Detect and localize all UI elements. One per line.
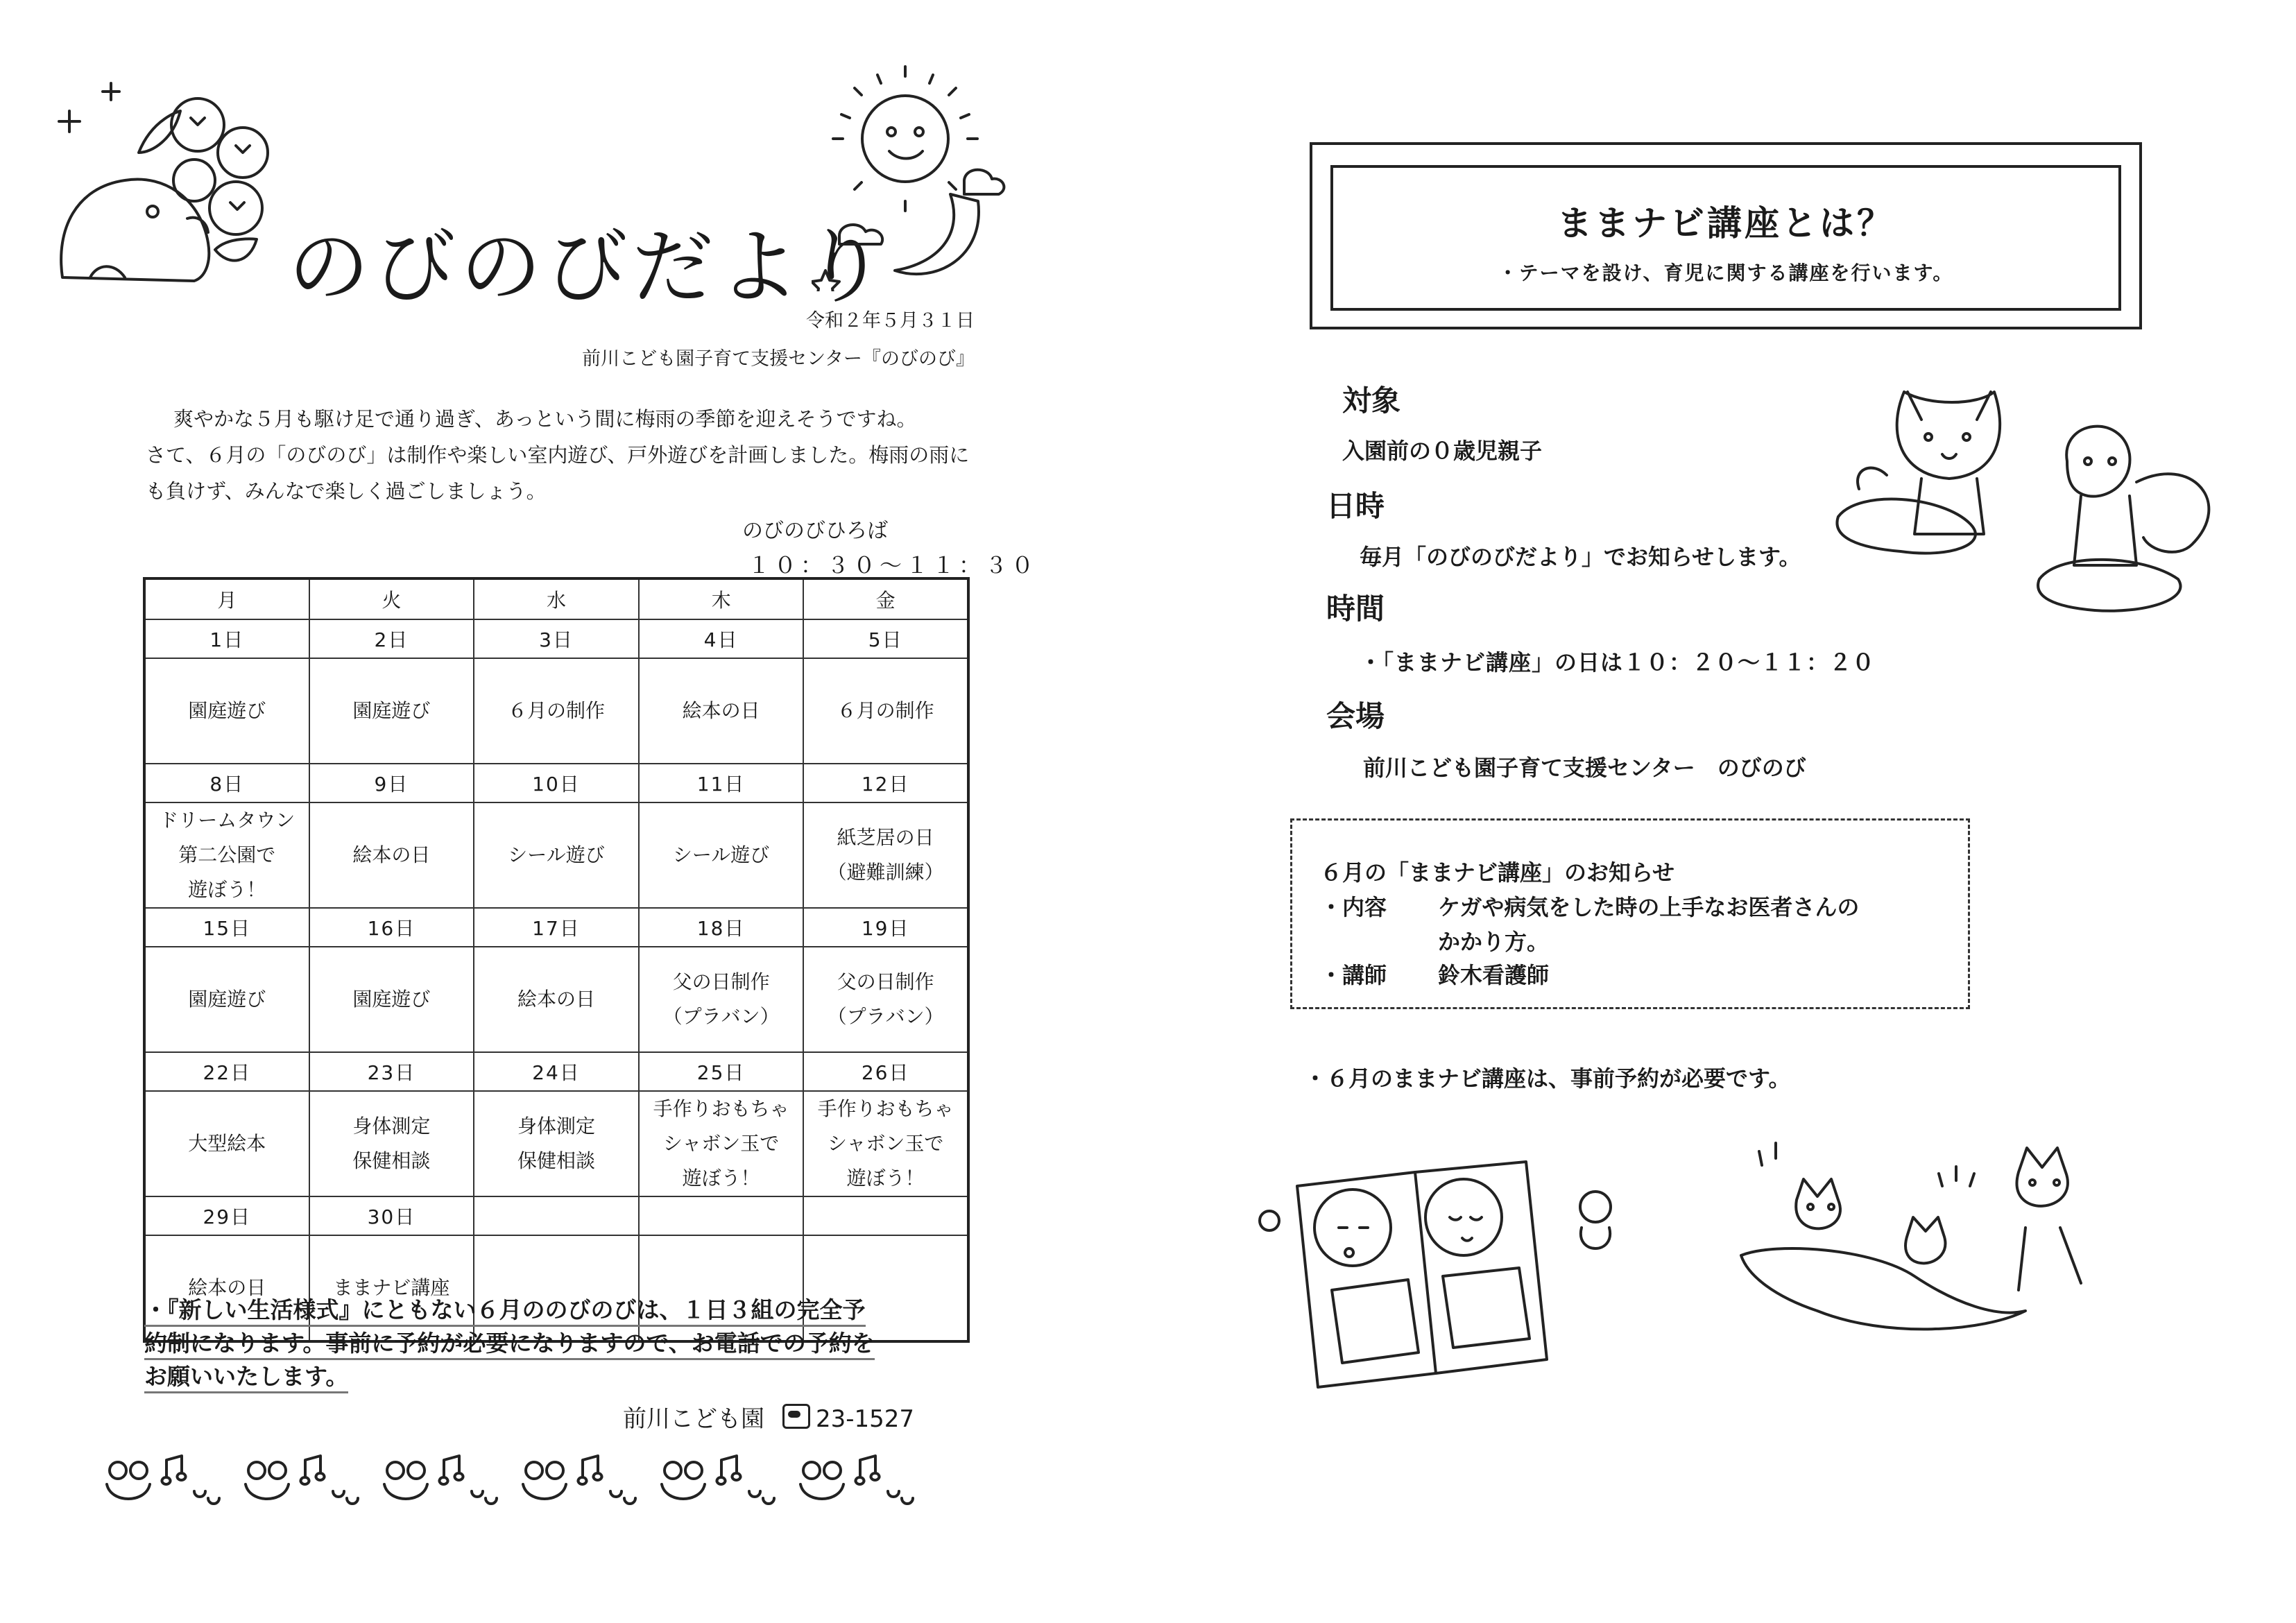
weekday-wed: 水 — [474, 578, 639, 619]
contact-phone: 23-1527 — [816, 1405, 915, 1433]
activity-cell-tue — [309, 1091, 474, 1196]
activity-text: 身体測定 — [517, 1115, 595, 1137]
weekday-header-row — [144, 578, 968, 619]
activity-text: ６月の制作 — [837, 699, 934, 722]
time-heading: 時間 — [1326, 592, 1385, 626]
activity-cell-fri — [803, 658, 968, 764]
contact-name: 前川こども園 — [623, 1405, 764, 1433]
activity-cell-tue — [309, 947, 474, 1052]
activity-cell-thu — [639, 658, 804, 764]
frog-music-border — [97, 1450, 957, 1512]
activity-text: 園庭遊び — [188, 699, 266, 722]
content-text-1: ケガや病気をした時の上手なお医者さんの — [1438, 894, 1860, 920]
activity-text: 園庭遊び — [188, 988, 266, 1011]
date-row — [144, 908, 968, 947]
date-cell-thu: 25日 — [639, 1052, 804, 1091]
activity-text: シール遊び — [508, 843, 605, 866]
date-cell-thu: 18日 — [639, 908, 804, 947]
activity-text: 父の日制作 — [672, 970, 770, 993]
target-heading: 対象 — [1342, 384, 1401, 418]
date-cell-fri: 12日 — [803, 764, 968, 802]
date-cell-wed — [474, 1196, 639, 1235]
content-text-2: かかり方。 — [1438, 929, 1550, 955]
date-row — [144, 1196, 968, 1235]
date-cell-fri: 5日 — [803, 619, 968, 658]
mamanavi-subtitle: ・テーマを設け、育児に関する講座を行います。 — [1498, 261, 1954, 284]
time-text: ・「ままナビ講座」の日は１０：２０～１１：２０ — [1360, 649, 1876, 676]
datetime-text: 毎月「のびのびだより」でお知らせします。 — [1360, 544, 1801, 570]
activity-text: ６月の制作 — [507, 699, 605, 722]
activity-cell-mon — [144, 1091, 309, 1196]
contact-info — [623, 1400, 914, 1434]
weekday-fri: 金 — [803, 578, 968, 619]
activity-text: （避難訓練） — [827, 861, 944, 884]
weekday-mon: 月 — [144, 578, 309, 619]
activity-row — [144, 802, 968, 908]
reservation-notice — [144, 1294, 977, 1393]
date-row — [144, 1052, 968, 1091]
date-cell-mon: 15日 — [144, 908, 309, 947]
activity-text: 遊ぼう！ — [682, 1167, 760, 1190]
weekday-tue: 火 — [309, 578, 474, 619]
cat-squirrel-illustration — [1831, 378, 2234, 635]
content-label: ・内容 — [1320, 894, 1387, 920]
date-cell-mon: 1日 — [144, 619, 309, 658]
activity-cell-mon — [144, 947, 309, 1052]
target-text: 入園前の０歳児親子 — [1342, 438, 1543, 464]
weekday-thu: 木 — [639, 578, 804, 619]
activity-text: 保健相談 — [517, 1149, 595, 1172]
activity-cell-fri — [803, 1091, 968, 1196]
notice-line-2: 約制になります。事前に予約が必要になりますので、お電話での予約を — [144, 1330, 875, 1360]
activity-cell-thu — [639, 947, 804, 1052]
date-cell-tue: 23日 — [309, 1052, 474, 1091]
activity-cell-tue — [309, 802, 474, 908]
lecturer-text: 鈴木看護師 — [1438, 962, 1550, 988]
date-cell-mon: 22日 — [144, 1052, 309, 1091]
date-cell-thu: 4日 — [639, 619, 804, 658]
date-cell-tue: 30日 — [309, 1196, 474, 1235]
mamanavi-title-box — [1330, 165, 2121, 311]
activity-text: シャボン玉で — [827, 1132, 944, 1155]
date-cell-fri: 26日 — [803, 1052, 968, 1091]
sleeping-babies-illustration — [1256, 1151, 1630, 1394]
date-cell-wed: 3日 — [474, 619, 639, 658]
venue-heading: 会場 — [1326, 699, 1385, 733]
venue-text: 前川こども園子育て支援センター のびのび — [1363, 755, 1806, 781]
activity-cell-thu — [639, 802, 804, 908]
activity-cell-wed — [474, 658, 639, 764]
activity-cell-tue — [309, 658, 474, 764]
activity-cell-thu — [639, 1091, 804, 1196]
activity-cell-wed — [474, 1091, 639, 1196]
june-lecture-notice — [1290, 818, 1970, 1009]
date-cell-fri — [803, 1196, 968, 1235]
date-cell-wed: 24日 — [474, 1052, 639, 1091]
activity-text: （プラバン） — [827, 1005, 944, 1028]
activity-text: （プラバン） — [662, 1005, 780, 1028]
activity-text: シャボン玉で — [662, 1132, 780, 1155]
activity-text: 園庭遊び — [352, 988, 431, 1011]
activity-text: 絵本の日 — [517, 988, 595, 1011]
activity-text: 身体測定 — [352, 1115, 431, 1137]
intro-line-2: さて、６月の「のびのび」は制作や楽しい室内遊び、戸外遊びを計画しました。梅雨の雨にも負けず、みんなで楽しく過ごしましょう。 — [146, 443, 970, 503]
notice-line-1: ・『新しい生活様式』にともない６月ののびのびは、１日３組の完全予 — [144, 1296, 866, 1327]
date-cell-tue: 16日 — [309, 908, 474, 947]
mamanavi-title: ままナビ講座とは？ — [1557, 203, 1894, 243]
activity-text: 大型絵本 — [188, 1132, 266, 1155]
date-cell-wed: 10日 — [474, 764, 639, 802]
date-cell-tue: 2日 — [309, 619, 474, 658]
activity-text: 遊ぼう！ — [846, 1167, 925, 1190]
sun-moon-illustration — [812, 62, 1013, 291]
notice-line-3: お願いいたします。 — [144, 1363, 348, 1393]
center-name: 前川こども園子育て支援センター『のびのび』 — [582, 348, 975, 370]
intro-text — [146, 401, 978, 509]
activity-row — [144, 1091, 968, 1196]
hiroba-time: １０：３０～１１：３０ — [748, 552, 1038, 578]
date-row — [144, 764, 968, 802]
june-notice-title: ６月の「ままナビ講座」のお知らせ — [1320, 859, 1675, 886]
activity-row — [144, 947, 968, 1052]
activity-cell-mon — [144, 802, 309, 908]
date-cell-mon: 29日 — [144, 1196, 309, 1235]
date-cell-mon: 8日 — [144, 764, 309, 802]
date-cell-thu — [639, 1196, 804, 1235]
date-cell-tue: 9日 — [309, 764, 474, 802]
activity-text: ままナビ講座 — [333, 1276, 450, 1299]
activity-text: 絵本の日 — [682, 699, 760, 722]
reservation-note: ・６月のままナビ講座は、事前予約が必要です。 — [1304, 1065, 1791, 1092]
intro-line-1: 爽やかな５月も駆け足で通り過ぎ、あっという間に梅雨の季節を迎えそうですね。 — [173, 407, 917, 431]
activity-text: 手作りおもちゃ — [817, 1097, 954, 1120]
date-row — [144, 619, 968, 658]
activity-text: 手作りおもちゃ — [653, 1097, 789, 1120]
newsletter-title: のびのびだより — [288, 219, 891, 315]
lecturer-label: ・講師 — [1320, 962, 1387, 988]
hiroba-label: のびのびひろば — [742, 519, 888, 543]
activity-text: 絵本の日 — [188, 1276, 266, 1299]
date-cell-thu: 11日 — [639, 764, 804, 802]
activity-cell-mon — [144, 658, 309, 764]
date-cell-fri: 19日 — [803, 908, 968, 947]
activity-cell-fri — [803, 802, 968, 908]
phone-icon — [782, 1404, 810, 1429]
activity-row — [144, 658, 968, 764]
activity-text: 園庭遊び — [352, 699, 431, 722]
activity-text: 第二公園で — [178, 843, 276, 866]
june-schedule-table — [143, 577, 970, 1343]
issue-date: 令和２年５月３１日 — [806, 310, 975, 332]
date-cell-wed: 17日 — [474, 908, 639, 947]
schedule-body — [144, 619, 968, 1341]
activity-cell-wed — [474, 802, 639, 908]
activity-text: 父の日制作 — [837, 970, 934, 993]
activity-text: ドリームタウン — [159, 809, 295, 832]
cats-cleaning-illustration — [1734, 1137, 2123, 1346]
activity-text: シール遊び — [672, 843, 770, 866]
hedgehog-hydrangea-illustration — [49, 69, 277, 298]
activity-text: 絵本の日 — [352, 843, 431, 866]
activity-text: 遊ぼう！ — [188, 878, 266, 901]
activity-cell-fri — [803, 947, 968, 1052]
datetime-heading: 日時 — [1326, 489, 1385, 523]
activity-text: 紙芝居の日 — [837, 826, 934, 849]
activity-cell-wed — [474, 947, 639, 1052]
activity-text: 保健相談 — [352, 1149, 431, 1172]
